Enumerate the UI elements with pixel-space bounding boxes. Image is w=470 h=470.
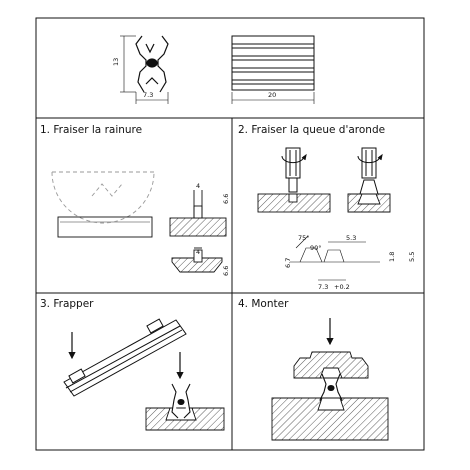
panel-3-board xyxy=(146,408,224,430)
plate-width-label: 20 xyxy=(268,91,277,99)
panel-1-saw-blade xyxy=(52,172,154,223)
panel-2-tolerance: +0.2 xyxy=(334,283,350,291)
panel-4-upper-board xyxy=(294,352,368,378)
panel-2-groove-cutter xyxy=(282,148,306,192)
panel-1-dim-b: 6.6 xyxy=(222,193,230,204)
panel-2-board-left xyxy=(258,194,330,212)
panel-1-board xyxy=(58,217,152,237)
panel-4-lower-board xyxy=(272,398,388,440)
panel-2-dim-e: 7.3 xyxy=(318,283,329,291)
profile-width-label: 7.3 xyxy=(143,91,154,99)
panel-4-title: 4. Monter xyxy=(238,298,289,310)
panel-3-profile-strip xyxy=(64,319,186,396)
profile-height-label: 13 xyxy=(112,57,120,66)
panel-2-dim-b: 1.8 xyxy=(388,251,396,262)
panel-2-angle2: 90° xyxy=(310,244,322,252)
panel-1-section-a xyxy=(170,190,226,236)
panel-2-board-right xyxy=(348,194,390,212)
panel-2-dim-d: 6.7 xyxy=(284,257,292,268)
panel-1-dim-c: 4 xyxy=(196,248,201,256)
panel-2-dim-c: 5.5 xyxy=(408,251,416,262)
panel-2-dim-a: 5.3 xyxy=(346,234,357,242)
panel-1-dim-a: 4 xyxy=(196,182,201,190)
panel-1-title: 1. Fraiser la rainure xyxy=(40,124,143,136)
panel-2-dovetail-dimension xyxy=(290,236,380,280)
panel-3-title: 3. Frapper xyxy=(40,298,94,310)
ridged-plate-drawing xyxy=(232,36,314,90)
panel-1-dim-d: 6.6 xyxy=(222,265,230,276)
panel-2-dovetail-cutter xyxy=(358,148,382,194)
profile-clip-drawing xyxy=(136,36,168,92)
panel-2-angle: 75° xyxy=(298,234,310,242)
panel-2-title: 2. Fraiser la queue d'aronde xyxy=(238,124,386,136)
